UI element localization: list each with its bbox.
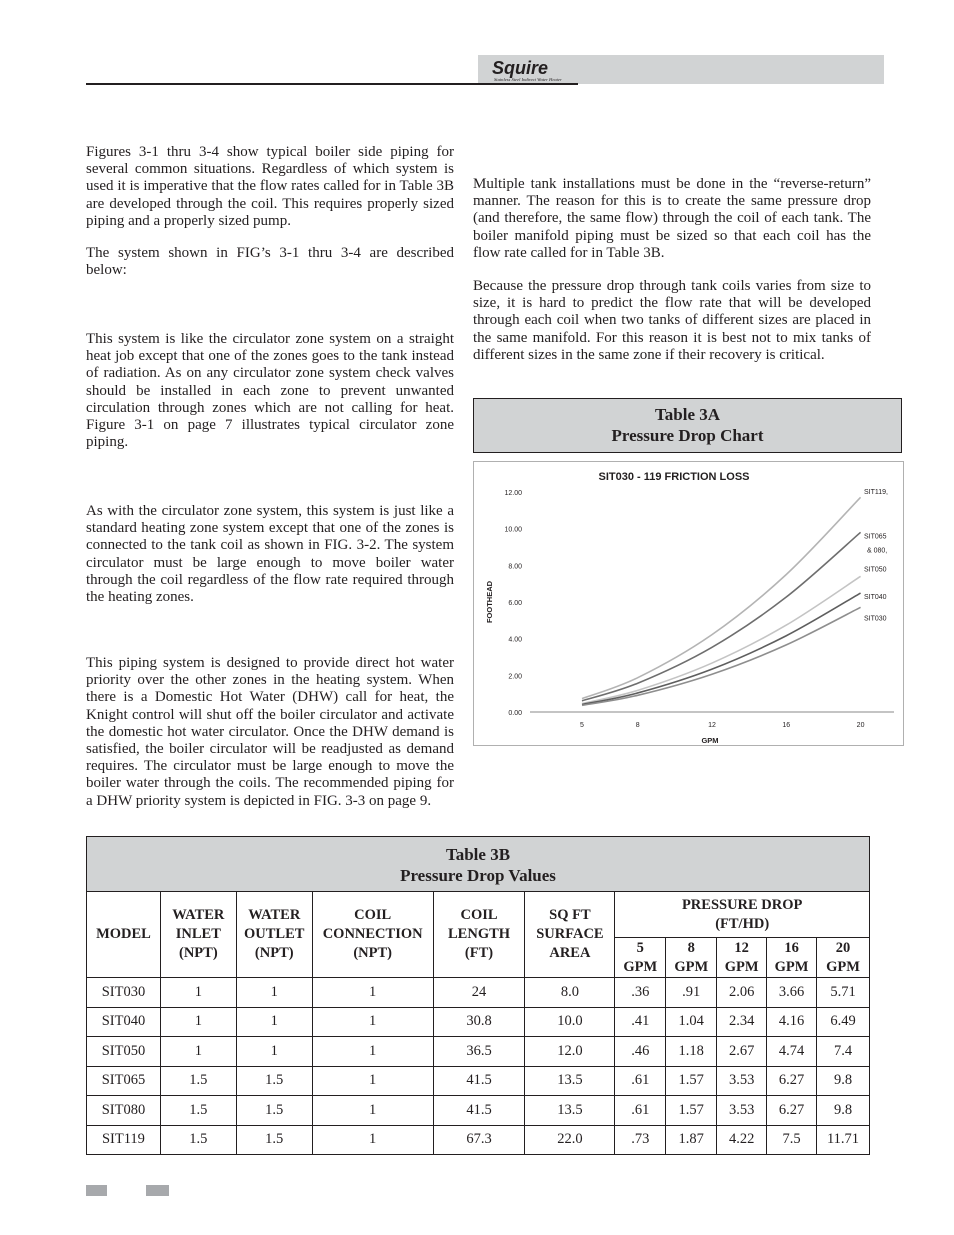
table-cell: .36 bbox=[615, 978, 666, 1008]
table-cell: 1 bbox=[312, 1037, 433, 1067]
footer-mark-left bbox=[86, 1185, 107, 1196]
table-cell: 4.22 bbox=[717, 1125, 767, 1155]
table-cell: 7.4 bbox=[817, 1037, 870, 1067]
table-cell: 41.5 bbox=[433, 1096, 525, 1126]
x-tick-label: 12 bbox=[708, 722, 716, 729]
table-header-row bbox=[87, 892, 870, 938]
table-cell: 13.5 bbox=[525, 1096, 615, 1126]
x-tick-label: 8 bbox=[635, 722, 640, 729]
table-3a-title bbox=[473, 398, 902, 453]
table-cell: 13.5 bbox=[525, 1066, 615, 1096]
header-pressure-drop: PRESSURE DROP (FT/HD) bbox=[615, 892, 870, 938]
table-cell: SIT050 bbox=[87, 1037, 161, 1067]
table-row bbox=[87, 1037, 870, 1067]
legend-label: SIT050 bbox=[864, 566, 887, 574]
table-cell: 1.57 bbox=[666, 1066, 717, 1096]
legend-label: SIT119, bbox=[864, 489, 888, 497]
table-row bbox=[87, 1096, 870, 1126]
table-3a-caption: Pressure Drop Chart bbox=[611, 426, 764, 445]
table-cell: 11.71 bbox=[817, 1125, 870, 1155]
table-cell: 9.8 bbox=[817, 1066, 870, 1096]
table-row bbox=[87, 1066, 870, 1096]
squire-logo bbox=[490, 57, 570, 83]
table-cell: 1.57 bbox=[666, 1096, 717, 1126]
header-gpm-12: 12 GPM bbox=[717, 938, 767, 978]
table-cell: 3.53 bbox=[717, 1066, 767, 1096]
table-cell: .61 bbox=[615, 1066, 666, 1096]
x-tick-label: 20 bbox=[856, 722, 865, 729]
table-cell: 1.87 bbox=[666, 1125, 717, 1155]
table-cell: 4.74 bbox=[767, 1037, 817, 1067]
y-tick-label: 8.00 bbox=[508, 563, 522, 571]
table-cell: 1.04 bbox=[666, 1007, 717, 1037]
table-cell: SIT030 bbox=[87, 978, 161, 1008]
table-cell: 12.0 bbox=[525, 1037, 615, 1067]
table-cell: SIT040 bbox=[87, 1007, 161, 1037]
table-cell: 1 bbox=[160, 1037, 236, 1067]
table-cell: 36.5 bbox=[433, 1037, 525, 1067]
tank-size-paragraph: Because the pressure drop through tank coils varies from size to size, it is hard to predict the flow rate that will be developed through each coil when two tanks of different sizes are placed in the same manifold. For this reason it is best not to mix tanks of different sizes in the same zone if their recovery is critical. bbox=[473, 278, 871, 363]
table-3b-caption: Pressure Drop Values bbox=[400, 866, 556, 885]
header-coil-length: COIL LENGTH (FT) bbox=[433, 892, 525, 978]
table-cell: 22.0 bbox=[525, 1125, 615, 1155]
header-water-outlet: WATER OUTLET (NPT) bbox=[236, 892, 312, 978]
y-tick-label: 12.00 bbox=[504, 490, 522, 497]
table-cell: 1 bbox=[312, 1066, 433, 1096]
chart-title: SIT030 - 119 FRICTION LOSS bbox=[598, 471, 750, 483]
table-row bbox=[87, 1125, 870, 1155]
pressure-drop-chart-svg bbox=[474, 462, 903, 745]
table-cell: 1.5 bbox=[236, 1066, 312, 1096]
logo-wordmark: Squire bbox=[492, 58, 549, 78]
table-cell: 4.16 bbox=[767, 1007, 817, 1037]
table-cell: 1 bbox=[312, 1096, 433, 1126]
header-gpm-16: 16 GPM bbox=[767, 938, 817, 978]
x-axis-label: GPM bbox=[701, 736, 719, 745]
x-tick-label: 5 bbox=[580, 722, 584, 729]
multiple-tank-paragraph: Multiple tank installations must be done in the “reverse-return” manner. The reason for this is to create the same pressure drop (and therefore, the same flow) through the coil of each tank. The boiler manifold piping must be sized so that each coil has the flow rate called for in Table 3B. bbox=[473, 176, 871, 261]
y-tick-label: 6.00 bbox=[508, 600, 522, 607]
table-3b-title bbox=[86, 836, 870, 892]
table-cell: 67.3 bbox=[433, 1125, 525, 1155]
table-cell: 1 bbox=[160, 978, 236, 1008]
table-cell: 1.5 bbox=[160, 1066, 236, 1096]
legend-label: SIT040 bbox=[864, 594, 887, 602]
systems-intro-paragraph: The system shown in FIG’s 3-1 thru 3-4 are described below: bbox=[86, 245, 454, 279]
table-cell: 2.67 bbox=[717, 1037, 767, 1067]
table-cell: 1.5 bbox=[160, 1096, 236, 1126]
table-cell: 1 bbox=[312, 978, 433, 1008]
table-cell: 41.5 bbox=[433, 1066, 525, 1096]
table-cell: 1 bbox=[160, 1007, 236, 1037]
table-cell: 1 bbox=[312, 1125, 433, 1155]
table-cell: 1.5 bbox=[236, 1096, 312, 1126]
dhw-priority-paragraph: This piping system is designed to provide direct hot water priority over the other zones in the heating system. When there is a Domestic Hot Water (DHW) call for heat, the Knight control will shut off the boiler circulator and activate the domestic hot water circulator. Once the DHW demand is satisfied, the boiler circulator will be readjusted as demand requires. The circulator must be large enough to move the boiler water through the coils. The recommended piping for a DHW priority system is depicted in FIG. 3-3 on page 9. bbox=[86, 655, 454, 809]
table-cell: 30.8 bbox=[433, 1007, 525, 1037]
table-cell: .46 bbox=[615, 1037, 666, 1067]
table-cell: 1 bbox=[236, 978, 312, 1008]
table-cell: 1.18 bbox=[666, 1037, 717, 1067]
header-gpm-8: 8 GPM bbox=[666, 938, 717, 978]
y-tick-label: 10.00 bbox=[504, 526, 522, 534]
table-cell: 8.0 bbox=[525, 978, 615, 1008]
table-row bbox=[87, 978, 870, 1008]
table-cell: 1 bbox=[236, 1037, 312, 1067]
legend-label: SIT065 bbox=[864, 533, 887, 541]
logo-tagline: Stainless Steel Indirect Water Heater bbox=[494, 77, 562, 82]
footer-mark-right bbox=[146, 1185, 169, 1196]
table-cell: 6.27 bbox=[767, 1096, 817, 1126]
y-axis-label: FOOTHEAD bbox=[485, 580, 494, 624]
table-cell: 6.49 bbox=[817, 1007, 870, 1037]
header-water-inlet: WATER INLET (NPT) bbox=[160, 892, 236, 978]
series-line-sit030 bbox=[582, 607, 861, 705]
table-cell: 2.06 bbox=[717, 978, 767, 1008]
y-tick-label: 0.00 bbox=[508, 710, 522, 717]
header-surface-area: SQ FT SURFACE AREA bbox=[525, 892, 615, 978]
y-tick-label: 2.00 bbox=[508, 673, 522, 681]
pressure-drop-table bbox=[86, 891, 870, 1155]
header-rule bbox=[86, 83, 578, 85]
x-tick-label: 16 bbox=[782, 722, 791, 729]
table-cell: 1 bbox=[236, 1007, 312, 1037]
table-cell: 5.71 bbox=[817, 978, 870, 1008]
table-cell: 1 bbox=[312, 1007, 433, 1037]
table-cell: SIT080 bbox=[87, 1096, 161, 1126]
header-model: MODEL bbox=[87, 892, 161, 978]
legend-label: SIT030 bbox=[864, 615, 887, 623]
circulator-zone-paragraph: This system is like the circulator zone system on a straight heat job except that one of the zones goes to the tank instead of radiation. As on any circulator zone system check valves should be installed in each zone to prevent unwanted circulation through zones which are not calling for heat. Figure 3-1 on page 7 illustrates typical circulator zone piping. bbox=[86, 331, 454, 451]
table-cell: .91 bbox=[666, 978, 717, 1008]
table-3a-label: Table 3A bbox=[654, 405, 721, 424]
table-3b-label: Table 3B bbox=[445, 845, 511, 864]
pressure-drop-chart bbox=[473, 461, 904, 746]
table-cell: .41 bbox=[615, 1007, 666, 1037]
table-cell: 1.5 bbox=[236, 1125, 312, 1155]
table-cell: 3.53 bbox=[717, 1096, 767, 1126]
table-cell: 10.0 bbox=[525, 1007, 615, 1037]
series-line-sit119 bbox=[582, 497, 861, 698]
table-cell: 7.5 bbox=[767, 1125, 817, 1155]
table-cell: .73 bbox=[615, 1125, 666, 1155]
y-tick-label: 4.00 bbox=[508, 636, 522, 644]
series-line-sit065 bbox=[582, 532, 861, 700]
zone-valve-paragraph: As with the circulator zone system, this system is just like a standard heating zone system except that one of the zones is connected to the tank coil as shown in FIG. 3-2. The system circulator must be large enough to move boiler water through the coil regardless of the flow rate required through the heating zones. bbox=[86, 503, 454, 606]
intro-paragraph: Figures 3-1 thru 3-4 show typical boiler side piping for several common situations. Regardless of which system is used it is imperative that the flow rates called for in Table 3B are developed through the coil. This requires properly sized piping and a properly sized pump. bbox=[86, 144, 454, 229]
table-cell: SIT065 bbox=[87, 1066, 161, 1096]
table-cell: 1.5 bbox=[160, 1125, 236, 1155]
header-gpm-5: 5 GPM bbox=[615, 938, 666, 978]
table-cell: 2.34 bbox=[717, 1007, 767, 1037]
table-cell: SIT119 bbox=[87, 1125, 161, 1155]
table-cell: 9.8 bbox=[817, 1096, 870, 1126]
table-cell: 6.27 bbox=[767, 1066, 817, 1096]
table-row bbox=[87, 1007, 870, 1037]
table-cell: 3.66 bbox=[767, 978, 817, 1008]
header-gpm-20: 20 GPM bbox=[817, 938, 870, 978]
legend-sublabel: & 080, bbox=[867, 547, 888, 555]
header-coil-connection: COIL CONNECTION (NPT) bbox=[312, 892, 433, 978]
table-cell: 24 bbox=[433, 978, 525, 1008]
table-cell: .61 bbox=[615, 1096, 666, 1126]
